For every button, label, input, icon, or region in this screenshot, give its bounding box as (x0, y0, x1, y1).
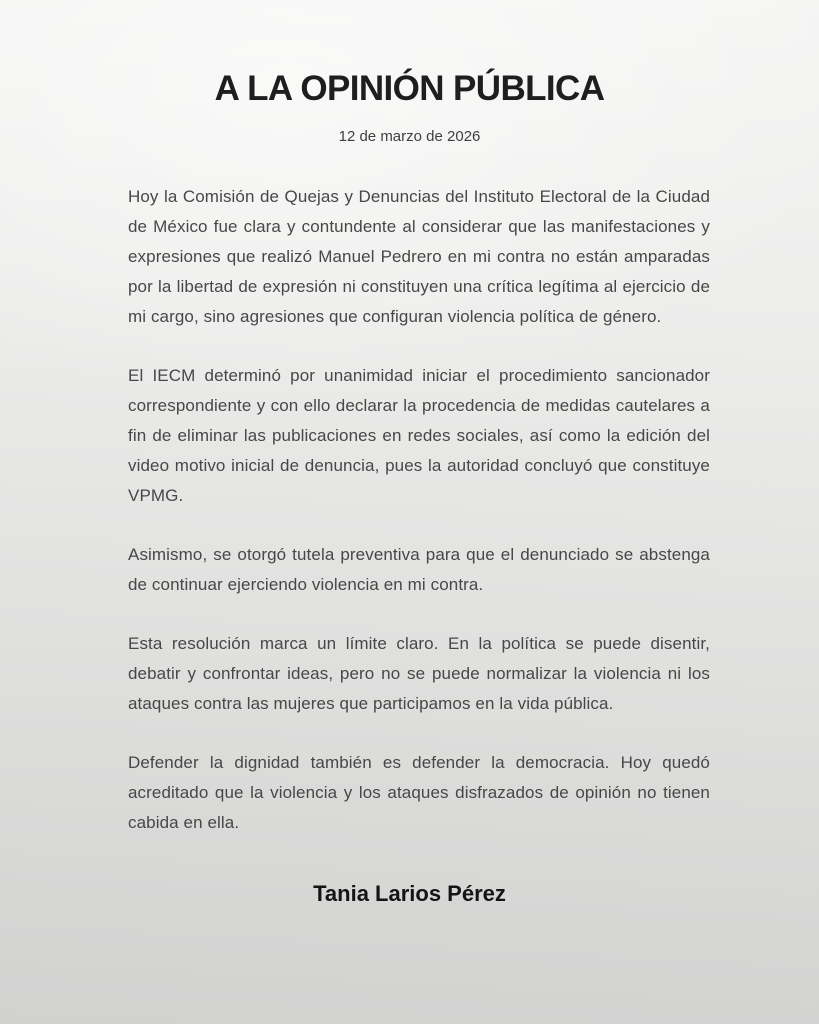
page-title: A LA OPINIÓN PÚBLICA (214, 69, 605, 108)
statement-paragraph-3: Asimismo, se otorgó tutela preventiva para que el denunciado se abstenga de continuar ejerciendo violencia en mi contra. (128, 545, 710, 594)
statement-paragraph-4: Esta resolución marca un límite claro. En la política se puede disentir, debatir y confrontar ideas, pero no se puede normalizar la violencia ni los ataques contra las mujeres que participamos en la vida pública. (128, 634, 710, 713)
statement-paragraph-1: Hoy la Comisión de Quejas y Denuncias del Instituto Electoral de la Ciudad de México fue clara y contundente al considerar que las manifestaciones y expresiones que realizó Manuel Pedrero en mi contra no están amparadas por la libertad de expresión ni constituyen una crítica legítima al ejercicio de mi cargo, sino agresiones que configuran violencia política de género. (128, 187, 710, 326)
statement-body (128, 182, 710, 838)
statement-paragraph-5: Defender la dignidad también es defender la democracia. Hoy quedó acreditado que la violencia y los ataques disfrazados de opinión no tienen cabida en ella. (128, 753, 710, 832)
signature-name: Tania Larios Pérez (313, 881, 506, 906)
statement-paragraph-2: El IECM determinó por unanimidad iniciar el procedimiento sancionador correspondiente y con ello declarar la procedencia de medidas cautelares a fin de eliminar las publicaciones en redes sociales, así como la edición del video motivo inicial de denuncia, pues la autoridad concluyó que constituye VPMG. (128, 366, 710, 505)
statement-date: 12 de marzo de 2026 (338, 128, 481, 145)
